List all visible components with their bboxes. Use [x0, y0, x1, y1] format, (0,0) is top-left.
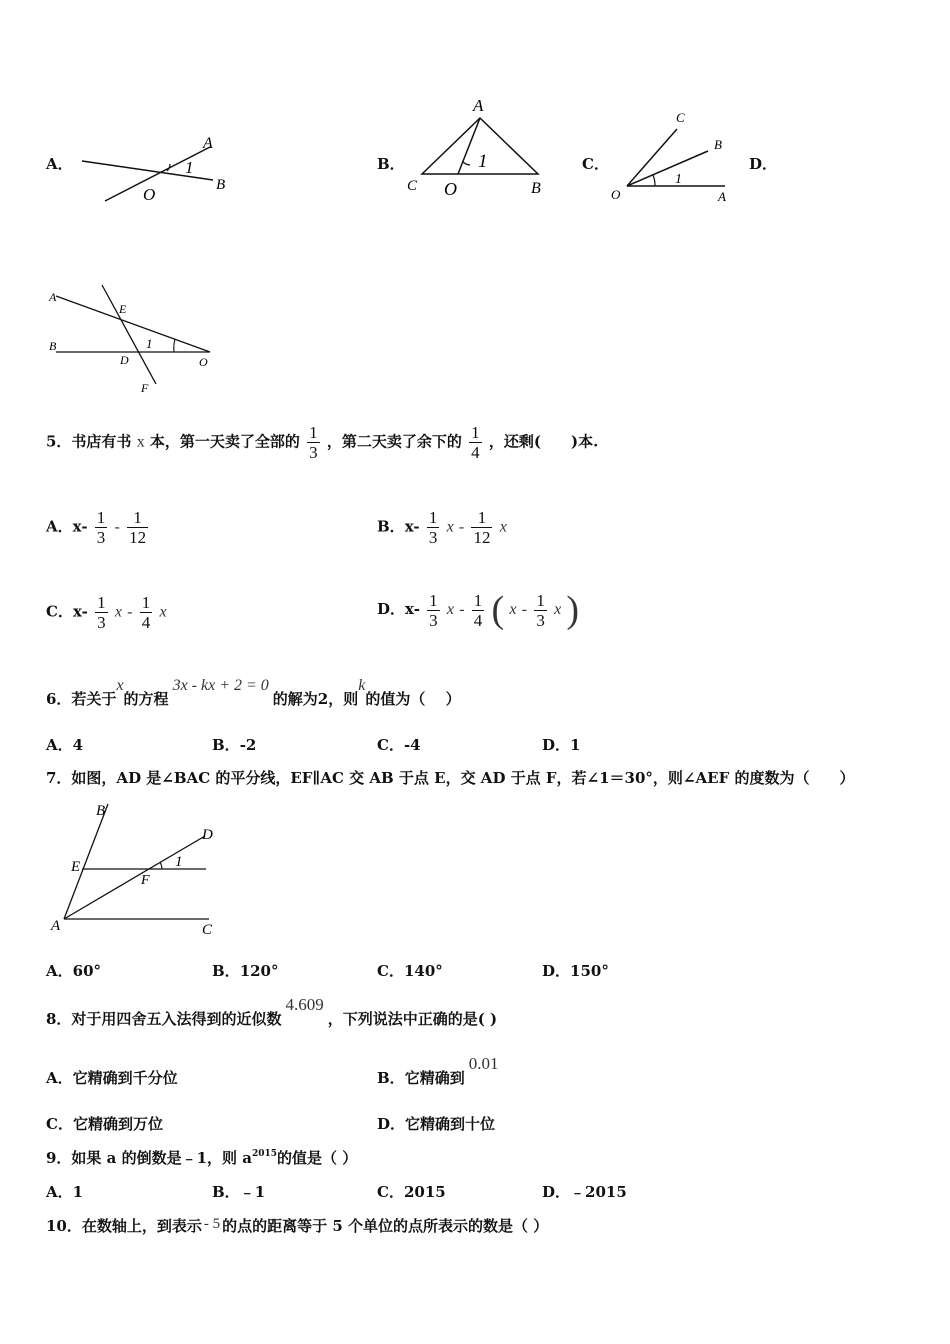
q8-stem: 8．对于用四舍五入法得到的近似数4.609，下列说法中正确的是( ): [46, 995, 498, 1028]
q6-option-d: D．1: [542, 736, 581, 754]
q9-option-b: B．﹣1: [212, 1183, 266, 1201]
q7-option-b: B．120°: [212, 962, 279, 980]
q6-option-c: C．-4: [377, 736, 421, 754]
q5-text-b: 本，第一天卖了全部的: [149, 432, 300, 451]
q9-stem: 9．如果 a 的倒数是﹣1，则 $a^{2015}$的值是（ ）: [46, 1149, 358, 1167]
q9-option-c: C．2015: [377, 1183, 446, 1201]
q7-stem: 7．如图，AD 是∠BAC 的平分线，EF∥AC 交 AB 于点 E，交 AD 于点 F，若∠1＝30°，则∠AEF 的度数为（ ）: [46, 769, 855, 787]
q4a-label-o: O: [143, 185, 156, 204]
q8-option-a: A．它精确到千分位: [46, 1069, 178, 1087]
q8-number: 4.609: [285, 995, 324, 1014]
q5-text-a: 5．书店有书: [46, 432, 132, 451]
q4-figure-d: [42, 280, 222, 398]
q6-var-k: k: [358, 677, 366, 694]
q4d-label-1: 1: [146, 336, 153, 351]
q5-option-c: C．x- $\frac{1}{3}$ x - $\frac{1}{4}$ x: [46, 593, 167, 632]
q7-label-a: A: [51, 918, 61, 934]
q9-option-d: D．﹣2015: [542, 1183, 627, 1201]
q5-stem: [46, 423, 598, 462]
q4-option-b-letter: B．: [377, 155, 405, 173]
q7-angle-arc: [160, 862, 162, 869]
q4b-label-c: C: [407, 178, 418, 194]
q7-option-c: C．140°: [377, 962, 443, 980]
q7-label-1: 1: [175, 854, 183, 870]
q4b-label-b: B: [531, 180, 541, 197]
q4c-label-a: A: [718, 189, 726, 204]
q7-line-ad: [64, 836, 205, 919]
q4-figure-a: [72, 128, 237, 208]
q4c-label-b: B: [714, 137, 722, 152]
q7-option-a: A．60°: [46, 962, 102, 980]
q5-text-c: ，第二天卖了余下的: [326, 432, 462, 451]
q5-frac-one-quarter: $\frac{1}{4}$: [471, 423, 480, 462]
q7-label-d: D: [202, 827, 213, 843]
q4a-line-oa: [105, 147, 210, 201]
q8-option-d: D．它精确到十位: [377, 1115, 496, 1133]
q7-figure: [44, 796, 224, 941]
q4d-label-d: D: [120, 353, 129, 367]
q7-option-d: D．150°: [542, 962, 609, 980]
q8-option-c: C．它精确到万位: [46, 1115, 163, 1133]
q4c-label-o: O: [611, 187, 621, 202]
q4b-angle-arc: [463, 162, 470, 165]
q4a-label-b: B: [216, 177, 226, 193]
q6-equation: 3x - kx + 2 = 0: [172, 677, 269, 694]
q4c-ray-oc: [627, 129, 677, 186]
q4-option-a-letter: A．: [46, 155, 73, 173]
q4d-label-o: O: [199, 355, 208, 369]
q8-option-b: B．它精确到0.01: [377, 1054, 499, 1087]
q6-var-x: x: [116, 677, 124, 694]
q7-label-f: F: [141, 873, 150, 888]
q10-stem: 10．在数轴上，到表示 - 5 的点的距离等于 5 个单位的点所表示的数是（ ）: [46, 1216, 549, 1235]
q4d-label-e: E: [119, 302, 127, 316]
q7-label-b: B: [96, 803, 106, 819]
q4-figure-b: [400, 94, 550, 204]
q4d-line-ao: [56, 296, 210, 352]
q4-option-d-letter: D．: [749, 155, 778, 173]
q6-stem: 6．若关于x的方程3x - kx + 2 = 0的解为2，则k的值为（ ）: [46, 677, 461, 708]
q9-option-a: A．1: [46, 1183, 84, 1201]
q4b-line-ao: [458, 118, 480, 174]
q5-text-d: ，还剩( )本.: [488, 432, 599, 451]
q4c-ray-ob: [627, 151, 708, 186]
q5-option-b: B．x- $\frac{1}{3}$ x - $\frac{1}{12}$ x: [377, 508, 507, 547]
q4b-label-1: 1: [478, 151, 488, 172]
q7-label-c: C: [202, 922, 213, 938]
q4b-label-a: A: [473, 96, 484, 115]
q4d-angle-arc: [174, 339, 175, 352]
q4c-angle-arc: [653, 175, 655, 186]
q4-figure-c: [605, 105, 735, 205]
q4-option-c-letter: C．: [582, 155, 609, 173]
q5-option-a: A．x- $\frac{1}{3}$ - $\frac{1}{12}$: [46, 508, 147, 547]
q4d-label-b: B: [49, 339, 57, 353]
q10-value: - 5: [203, 1216, 221, 1232]
q5-frac-one-third: $\frac{1}{3}$: [309, 423, 318, 462]
q4c-label-c: C: [676, 110, 685, 125]
q6-option-b: B．-2: [212, 736, 257, 754]
q4c-label-1: 1: [675, 172, 682, 187]
q4a-label-a: A: [203, 135, 213, 152]
q4d-label-f: F: [141, 381, 149, 395]
q4a-label-1: 1: [185, 158, 194, 177]
q4d-line-ef: [102, 285, 156, 384]
q9-exponent: 2015: [251, 1149, 278, 1159]
q4d-label-a: A: [49, 290, 57, 304]
q7-label-e: E: [71, 859, 81, 875]
q5-option-d: D．x- $\frac{1}{3}$ x - $\frac{1}{4}$ ( x - $\frac{1}{3}$ x ): [377, 589, 580, 631]
q4b-label-o: O: [444, 179, 457, 199]
q5-var-x: x: [136, 433, 145, 451]
q6-option-a: A．4: [46, 736, 84, 754]
